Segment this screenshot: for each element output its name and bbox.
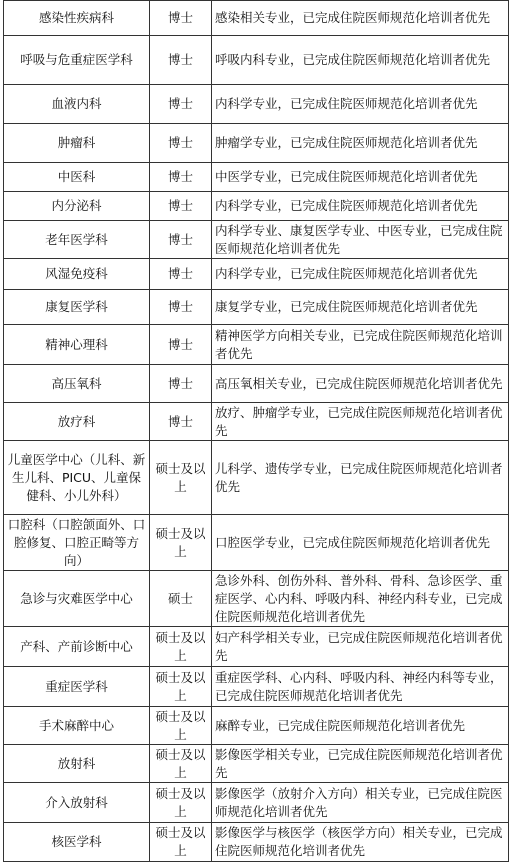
table-row [4, 124, 509, 163]
requirement-cell: 内科学专业，已完成住院医师规范化培训者优先 [212, 259, 509, 290]
degree-cell: 硕士及以上 [150, 707, 212, 745]
degree-cell: 硕士 [150, 571, 212, 627]
department-cell: 老年医学科 [4, 221, 150, 259]
department-cell: 放射科 [4, 745, 150, 783]
table-row [4, 325, 509, 365]
requirement-cell: 中医学专业，已完成住院医师规范化培训者优先 [212, 163, 509, 192]
department-cell: 风湿免疫科 [4, 259, 150, 290]
department-cell: 重症医学科 [4, 667, 150, 707]
table-row [4, 192, 509, 221]
department-cell: 口腔科（口腔颌面外、口腔修复、口腔正畸等方向） [4, 515, 150, 571]
department-cell: 康复医学科 [4, 290, 150, 325]
department-cell: 肿瘤科 [4, 124, 150, 163]
recruitment-table [3, 0, 509, 862]
degree-cell: 博士 [150, 259, 212, 290]
table-row [4, 1, 509, 36]
table-row [4, 365, 509, 403]
requirement-cell: 呼吸内科专业，已完成住院医师规范化培训者优先 [212, 36, 509, 85]
requirement-cell: 肿瘤学专业，已完成住院医师规范化培训者优先 [212, 124, 509, 163]
department-cell: 核医学科 [4, 823, 150, 862]
table-row [4, 707, 509, 745]
requirement-cell: 精神医学方向相关专业，已完成住院医师规范化培训者优先 [212, 325, 509, 365]
degree-cell: 博士 [150, 1, 212, 36]
degree-cell: 博士 [150, 192, 212, 221]
degree-cell: 硕士及以上 [150, 515, 212, 571]
requirement-cell: 影像医学（放射介入方向）相关专业，已完成住院医师规范化培训者优先 [212, 783, 509, 823]
table-row [4, 163, 509, 192]
table-row [4, 571, 509, 627]
requirement-cell: 高压氧相关专业，已完成住院医师规范化培训者优先 [212, 365, 509, 403]
table-row [4, 667, 509, 707]
requirement-cell: 影像医学与核医学（核医学方向）相关专业，已完成住院医师规范化培训者优先 [212, 823, 509, 862]
requirement-cell: 口腔医学专业，已完成住院医师规范化培训者优先 [212, 515, 509, 571]
table-row [4, 441, 509, 515]
requirement-cell: 内科学专业、康复医学专业、中医专业，已完成住院医师规范化培训者优先 [212, 221, 509, 259]
degree-cell: 硕士及以上 [150, 627, 212, 667]
requirement-cell: 影像医学相关专业，已完成住院医师规范化培训者优先 [212, 745, 509, 783]
department-cell: 呼吸与危重症医学科 [4, 36, 150, 85]
degree-cell: 博士 [150, 403, 212, 441]
degree-cell: 博士 [150, 221, 212, 259]
degree-cell: 硕士及以上 [150, 441, 212, 515]
degree-cell: 博士 [150, 124, 212, 163]
requirement-cell: 内科学专业，已完成住院医师规范化培训者优先 [212, 192, 509, 221]
department-cell: 急诊与灾难医学中心 [4, 571, 150, 627]
degree-cell: 博士 [150, 290, 212, 325]
department-cell: 中医科 [4, 163, 150, 192]
department-cell: 介入放射科 [4, 783, 150, 823]
department-cell: 放疗科 [4, 403, 150, 441]
degree-cell: 博士 [150, 85, 212, 124]
requirement-cell: 感染相关专业，已完成住院医师规范化培训者优先 [212, 1, 509, 36]
department-cell: 产科、产前诊断中心 [4, 627, 150, 667]
degree-cell: 硕士及以上 [150, 783, 212, 823]
degree-cell: 博士 [150, 325, 212, 365]
degree-cell: 博士 [150, 163, 212, 192]
table-row [4, 36, 509, 85]
department-cell: 手术麻醉中心 [4, 707, 150, 745]
requirement-cell: 重症医学科、心内科、呼吸内科、神经内科等专业，已完成住院医师规范化培训者优先 [212, 667, 509, 707]
table-row [4, 515, 509, 571]
degree-cell: 博士 [150, 36, 212, 85]
requirement-cell: 康复学专业，已完成住院医师规范化培训者优先 [212, 290, 509, 325]
table-row [4, 783, 509, 823]
table-row [4, 290, 509, 325]
degree-cell: 博士 [150, 365, 212, 403]
degree-cell: 硕士及以上 [150, 667, 212, 707]
department-cell: 感染性疾病科 [4, 1, 150, 36]
requirement-cell: 急诊外科、创伤外科、普外科、骨科、急诊医学、重症医学、心内科、呼吸内科、神经内科专业，已完成住院医师规范化培训者优先 [212, 571, 509, 627]
degree-cell: 硕士及以上 [150, 745, 212, 783]
requirement-cell: 放疗、肿瘤学专业，已完成住院医师规范化培训者优先 [212, 403, 509, 441]
table-row [4, 823, 509, 862]
requirement-cell: 妇产科学相关专业，已完成住院医师规范化培训者优先 [212, 627, 509, 667]
requirement-cell: 内科学专业，已完成住院医师规范化培训者优先 [212, 85, 509, 124]
table-row [4, 221, 509, 259]
degree-cell: 硕士及以上 [150, 823, 212, 862]
requirement-cell: 儿科学、遗传学专业，已完成住院医师规范化培训者优先 [212, 441, 509, 515]
table-row [4, 627, 509, 667]
department-cell: 血液内科 [4, 85, 150, 124]
table-row [4, 403, 509, 441]
table-row [4, 745, 509, 783]
department-cell: 精神心理科 [4, 325, 150, 365]
department-cell: 儿童医学中心（儿科、新生儿科、PICU、儿童保健科、小儿外科） [4, 441, 150, 515]
table-row [4, 259, 509, 290]
table-row [4, 85, 509, 124]
table-body [4, 1, 509, 862]
department-cell: 高压氧科 [4, 365, 150, 403]
requirement-cell: 麻醉专业，已完成住院医师规范化培训者优先 [212, 707, 509, 745]
department-cell: 内分泌科 [4, 192, 150, 221]
